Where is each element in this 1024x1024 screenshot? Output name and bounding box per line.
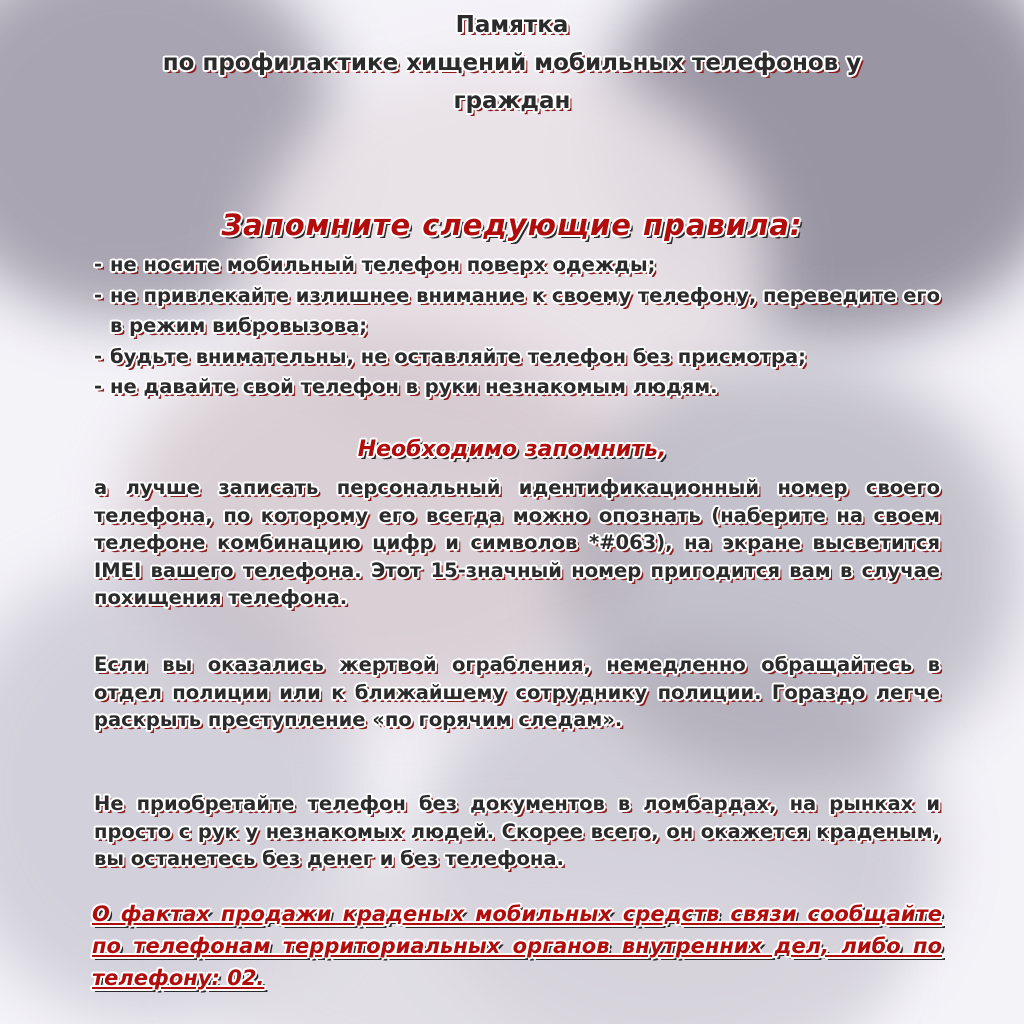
title-line-2: по профилактике хищений мобильных телефонов у	[162, 50, 862, 76]
report-notice: О фактах продажи краденых мобильных средств связи сообщайте по телефонам территориальных органов внутренних дел, либо по телефону: 02.	[92, 902, 942, 990]
rule-item	[94, 372, 944, 403]
rule-text: не давайте свой телефон в руки незнакомым людям.	[110, 375, 718, 398]
robbery-paragraph: Если вы оказались жертвой ограбления, немедленно обращайтесь в отдел полиции или к ближайшему сотруднику полиции. Гораздо легче раскрыть преступление «по горячим следам».	[94, 653, 940, 731]
bullet-dash: -	[94, 375, 103, 398]
remember-heading: Необходимо запомнить,	[357, 437, 667, 462]
rule-text: будьте внимательны, не оставляйте телефон без присмотра;	[110, 344, 806, 368]
title-line-1: Памятка	[455, 12, 569, 38]
rule-text: не привлекайте излишнее внимание к своему телефону, переведите его в режим вибровызова;	[110, 283, 941, 337]
rule-item	[94, 342, 944, 373]
bullet-dash: -	[94, 283, 103, 307]
rules-list	[94, 250, 944, 403]
bullet-dash: -	[94, 344, 103, 368]
bullet-dash: -	[94, 253, 103, 276]
rule-text: не носите мобильный телефон поверх одежды;	[110, 253, 656, 276]
imei-paragraph: а лучше записать персональный идентификационный номер своего телефона, по которому его всегда можно опознать (наберите на своем телефоне комбинацию цифр и символов *#063), на экране высветится IMEI вашего телефона. Этот 15-значный номер пригодится вам в случае похищения телефона.	[94, 476, 940, 609]
title-line-3: граждан	[453, 88, 571, 114]
pawnshop-paragraph: Не приобретайте телефон без документов в ломбардах, на рынках и просто с рук у незнакомых людей. Скорее всего, он окажется краденым, вы останетесь без денег и без телефона.	[94, 792, 940, 870]
rule-item	[94, 281, 944, 342]
rule-item	[94, 250, 944, 281]
rules-heading: Запомните следующие правила:	[221, 208, 803, 242]
page-title	[0, 6, 1024, 120]
